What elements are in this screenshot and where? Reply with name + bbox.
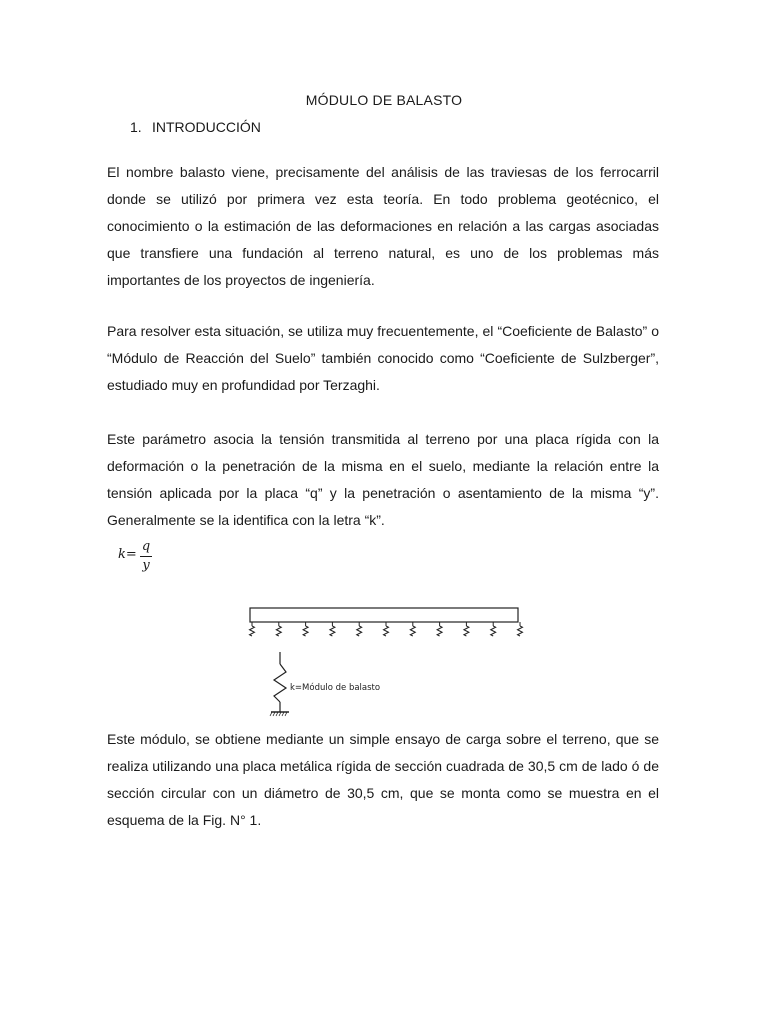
spring-icon [491, 622, 496, 636]
formula-denominator: y [142, 558, 150, 573]
section-label: INTRODUCCIÓN [152, 119, 261, 135]
formula-numerator: q [141, 539, 151, 554]
formula-lhs: k= [118, 547, 137, 562]
spring-icon [464, 622, 469, 636]
formula-fraction-bar [140, 556, 152, 557]
spring-icon [357, 622, 362, 636]
paragraph-coefficient: Para resolver esta situación, se utiliza muy frecuentemente, el “Coeficiente de Balasto” o “Módulo de Reacción del Suelo” también conocido como “Coeficiente de Sulzberger”, estudiado muy en profundidad por Terzaghi. [107, 323, 659, 393]
spring-foundation-diagram [240, 602, 540, 722]
detail-spring [274, 652, 286, 712]
spring-row [250, 622, 523, 636]
paragraph-parameter: Este parámetro asocia la tensión transmitida al terreno por una placa rígida con la deformación o la penetración de la misma en el suelo, mediante la relación entre la tensión aplicada por la placa “q” y la penetración o asentamiento de la misma “y”. Generalmente se la identifica con la letra “k”. [107, 431, 659, 528]
spring-label: k=Módulo de balasto [290, 683, 381, 693]
paragraph-test: Este módulo, se obtiene mediante un simple ensayo de carga sobre el terreno, que se realiza utilizando una placa metálica rígida de sección cuadrada de 30,5 cm de lado ó de sección circular con un diámetro de 30,5 cm, que se monta como se muestra en el esquema de la Fig. N° 1. [107, 731, 659, 828]
formula-fraction [140, 540, 152, 573]
spring-icon [384, 622, 389, 636]
spring-icon [303, 622, 308, 636]
spring-icon [250, 622, 255, 636]
rigid-beam [250, 608, 518, 622]
ground-support-icon [270, 712, 289, 716]
spring-icon [410, 622, 415, 636]
section-number: 1. [130, 119, 142, 135]
spring-icon [518, 622, 523, 636]
spring-icon [276, 622, 281, 636]
spring-icon [437, 622, 442, 636]
document-title: MÓDULO DE BALASTO [305, 92, 463, 108]
paragraph-intro: El nombre balasto viene, precisamente del análisis de las traviesas de los ferrocarril donde se utilizó por primera vez esta teoría. En todo problema geotécnico, el conocimiento o la estimación de las deformaciones en relación a las cargas asociadas que transfiere una fundación al terreno natural, es uno de los problemas más importantes de los proyectos de ingeniería. [107, 164, 659, 288]
section-heading [130, 119, 261, 135]
spring-icon [330, 622, 335, 636]
